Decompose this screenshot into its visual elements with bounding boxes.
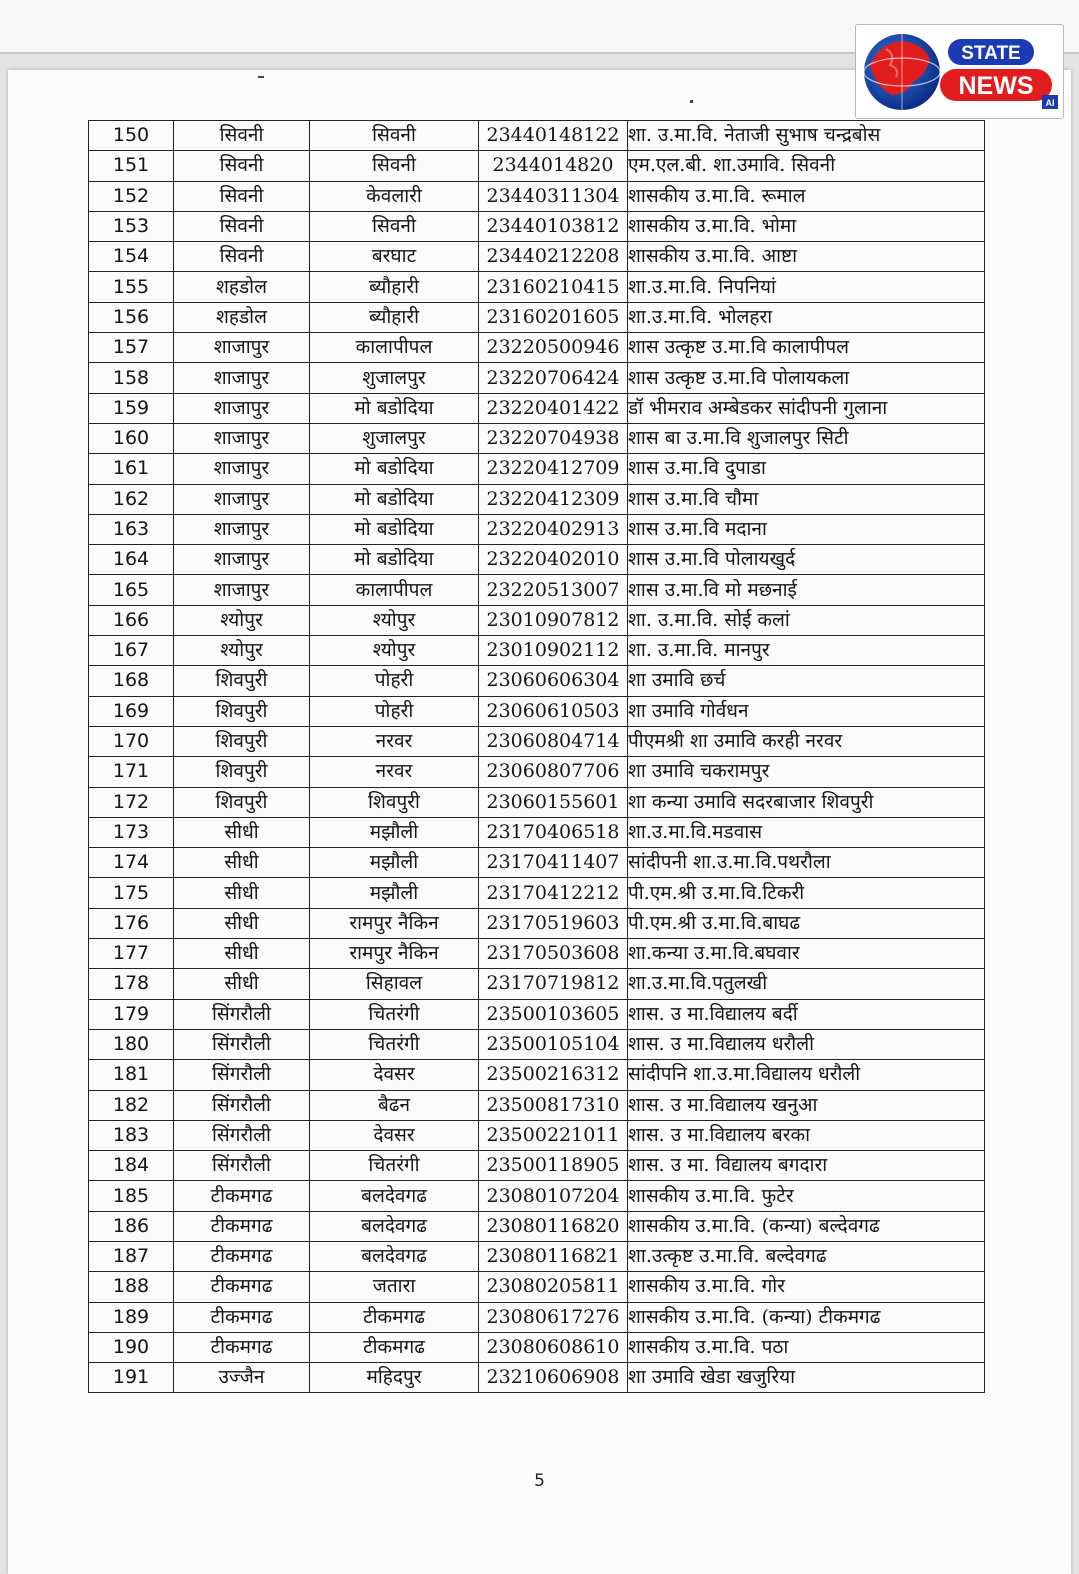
school-name-cell: शा.उ.मा.वि.पतुलखी (628, 969, 985, 999)
school-name-cell: पीएमश्री शा उमावि करही नरवर (628, 726, 985, 756)
district-cell: शाजापुर (174, 484, 310, 514)
school-name-cell: शास उ.मा.वि मदाना (628, 514, 985, 544)
district-cell: शाजापुर (174, 454, 310, 484)
block-cell: रामपुर नैकिन (310, 939, 479, 969)
district-cell: सिंगरौली (174, 1090, 310, 1120)
school-name-cell: शास. उ मा.विद्यालय बरका (628, 1120, 985, 1150)
school-code-cell: 23060606304 (479, 666, 628, 696)
school-name-cell: शा.उ.मा.वि.मडवास (628, 817, 985, 847)
district-cell: टीकमगढ (174, 1302, 310, 1332)
block-cell: सिवनी (310, 151, 479, 181)
school-name-cell: शास उत्कृष्ट उ.मा.वि कालापीपल (628, 333, 985, 363)
school-code-cell: 23500216312 (479, 1060, 628, 1090)
school-code-cell: 23170719812 (479, 969, 628, 999)
district-cell: टीकमगढ (174, 1332, 310, 1362)
block-cell: श्योपुर (310, 636, 479, 666)
school-name-cell: शासकीय उ.मा.वि. (कन्या) बल्देवगढ (628, 1211, 985, 1241)
district-cell: टीकमगढ (174, 1241, 310, 1271)
block-cell: श्योपुर (310, 605, 479, 635)
district-cell: सिवनी (174, 242, 310, 272)
serial-number-cell: 178 (89, 969, 174, 999)
school-name-cell: शासकीय उ.मा.वि. भोमा (628, 211, 985, 241)
serial-number-cell: 166 (89, 605, 174, 635)
district-cell: टीकमगढ (174, 1211, 310, 1241)
school-code-cell: 23220513007 (479, 575, 628, 605)
district-cell: शाजापुर (174, 423, 310, 453)
school-name-cell: शासकीय उ.मा.वि. रूमाल (628, 181, 985, 211)
serial-number-cell: 168 (89, 666, 174, 696)
district-cell: सीधी (174, 908, 310, 938)
school-code-cell: 23170406518 (479, 817, 628, 847)
table-row (89, 1302, 985, 1332)
logo-line1: STATE (961, 43, 1021, 64)
block-cell: बरघाट (310, 242, 479, 272)
serial-number-cell: 156 (89, 302, 174, 332)
serial-number-cell: 183 (89, 1120, 174, 1150)
school-name-cell: एम.एल.बी. शा.उमावि. सिवनी (628, 151, 985, 181)
district-cell: शहडोल (174, 302, 310, 332)
school-name-cell: शासकीय उ.मा.वि. (कन्या) टीकमगढ (628, 1302, 985, 1332)
block-cell: नरवर (310, 726, 479, 756)
school-name-cell: शा उमावि चकरामपुर (628, 757, 985, 787)
table-row (89, 848, 985, 878)
school-code-cell: 23500105104 (479, 1029, 628, 1059)
district-cell: सिंगरौली (174, 999, 310, 1029)
block-cell: सिवनी (310, 121, 479, 151)
table-row (89, 636, 985, 666)
school-code-cell: 23080617276 (479, 1302, 628, 1332)
school-name-cell: शासकीय उ.मा.वि. गोर (628, 1272, 985, 1302)
table-row (89, 757, 985, 787)
school-code-cell: 23060610503 (479, 696, 628, 726)
district-cell: सीधी (174, 817, 310, 847)
school-code-cell: 23170503608 (479, 939, 628, 969)
school-name-cell: शास उत्कृष्ट उ.मा.वि पोलायकला (628, 363, 985, 393)
serial-number-cell: 161 (89, 454, 174, 484)
table-row (89, 1029, 985, 1059)
district-cell: शाजापुर (174, 575, 310, 605)
block-cell: मझौली (310, 817, 479, 847)
scan-speck (690, 100, 693, 103)
school-code-cell: 23220706424 (479, 363, 628, 393)
table-row (89, 363, 985, 393)
school-name-cell: शा. उ.मा.वि. नेताजी सुभाष चन्द्रबोस (628, 121, 985, 151)
block-cell: नरवर (310, 757, 479, 787)
district-cell: सिवनी (174, 121, 310, 151)
table-row (89, 1090, 985, 1120)
school-code-cell: 23220412709 (479, 454, 628, 484)
school-code-cell: 23500221011 (479, 1120, 628, 1150)
table-row (89, 514, 985, 544)
serial-number-cell: 175 (89, 878, 174, 908)
school-code-cell: 23440311304 (479, 181, 628, 211)
school-name-cell: शास. उ मा.विद्यालय धरौली (628, 1029, 985, 1059)
school-code-cell: 2344014820 (479, 151, 628, 181)
school-code-cell: 23060804714 (479, 726, 628, 756)
school-name-cell: शा.उत्कृष्ट उ.मा.वि. बल्देवगढ (628, 1241, 985, 1271)
serial-number-cell: 182 (89, 1090, 174, 1120)
serial-number-cell: 186 (89, 1211, 174, 1241)
school-code-cell: 23220402010 (479, 545, 628, 575)
district-cell: शिवपुरी (174, 696, 310, 726)
school-code-cell: 23170519603 (479, 908, 628, 938)
table-row (89, 1211, 985, 1241)
district-cell: शिवपुरी (174, 666, 310, 696)
district-cell: शहडोल (174, 272, 310, 302)
serial-number-cell: 177 (89, 939, 174, 969)
table-row (89, 1151, 985, 1181)
serial-number-cell: 164 (89, 545, 174, 575)
district-cell: टीकमगढ (174, 1272, 310, 1302)
district-cell: शाजापुर (174, 545, 310, 575)
district-cell: सीधी (174, 878, 310, 908)
block-cell: जतारा (310, 1272, 479, 1302)
district-cell: श्योपुर (174, 605, 310, 635)
school-code-cell: 23060155601 (479, 787, 628, 817)
school-name-cell: शा. उ.मा.वि. सोई कलां (628, 605, 985, 635)
block-cell: बलदेवगढ (310, 1241, 479, 1271)
table-row (89, 999, 985, 1029)
serial-number-cell: 151 (89, 151, 174, 181)
serial-number-cell: 153 (89, 211, 174, 241)
district-cell: शिवपुरी (174, 787, 310, 817)
table-row (89, 1363, 985, 1393)
school-name-cell: डॉ भीमराव अम्बेडकर सांदीपनी गुलाना (628, 393, 985, 423)
school-code-cell: 23440148122 (479, 121, 628, 151)
block-cell: मो बडोदिया (310, 393, 479, 423)
school-name-cell: शास बा उ.मा.वि शुजालपुर सिटी (628, 423, 985, 453)
serial-number-cell: 159 (89, 393, 174, 423)
school-name-cell: सांदीपनी शा.उ.मा.वि.पथरौला (628, 848, 985, 878)
school-name-cell: शा.उ.मा.वि. भोलहरा (628, 302, 985, 332)
serial-number-cell: 190 (89, 1332, 174, 1362)
school-name-cell: शा.उ.मा.वि. निपनियां (628, 272, 985, 302)
logo-badge: AI (1045, 98, 1055, 108)
school-name-cell: पी.एम.श्री उ.मा.वि.बाघढ (628, 908, 985, 938)
school-name-cell: शास उ.मा.वि दुपाडा (628, 454, 985, 484)
block-cell: पोहरी (310, 666, 479, 696)
table-row (89, 605, 985, 635)
block-cell: महिदपुर (310, 1363, 479, 1393)
school-name-cell: शास उ.मा.वि चौमा (628, 484, 985, 514)
block-cell: सिवनी (310, 211, 479, 241)
serial-number-cell: 185 (89, 1181, 174, 1211)
serial-number-cell: 169 (89, 696, 174, 726)
serial-number-cell: 184 (89, 1151, 174, 1181)
school-code-cell: 23440103812 (479, 211, 628, 241)
block-cell: टीकमगढ (310, 1332, 479, 1362)
school-name-cell: शा उमावि खेडा खजुरिया (628, 1363, 985, 1393)
table-row (89, 878, 985, 908)
school-code-cell: 23500103605 (479, 999, 628, 1029)
serial-number-cell: 155 (89, 272, 174, 302)
table-row (89, 121, 985, 151)
serial-number-cell: 160 (89, 423, 174, 453)
district-cell: शाजापुर (174, 363, 310, 393)
table-row (89, 211, 985, 241)
table-row (89, 151, 985, 181)
block-cell: बैढन (310, 1090, 479, 1120)
block-cell: पोहरी (310, 696, 479, 726)
serial-number-cell: 162 (89, 484, 174, 514)
school-code-cell: 23010907812 (479, 605, 628, 635)
block-cell: मो बडोदिया (310, 454, 479, 484)
district-cell: उज्जैन (174, 1363, 310, 1393)
school-code-cell: 23440212208 (479, 242, 628, 272)
block-cell: देवसर (310, 1060, 479, 1090)
school-name-cell: शा उमावि छर्च (628, 666, 985, 696)
serial-number-cell: 163 (89, 514, 174, 544)
block-cell: टीकमगढ (310, 1302, 479, 1332)
logo-graphic (856, 25, 1063, 118)
school-name-cell: शा.कन्या उ.मा.वि.बघवार (628, 939, 985, 969)
school-code-cell: 23080116820 (479, 1211, 628, 1241)
block-cell: ब्यौहारी (310, 272, 479, 302)
district-cell: सिवनी (174, 211, 310, 241)
block-cell: चितरंगी (310, 1151, 479, 1181)
serial-number-cell: 176 (89, 908, 174, 938)
table-row (89, 484, 985, 514)
school-name-cell: शास. उ मा. विद्यालय बगदारा (628, 1151, 985, 1181)
district-cell: शाजापुर (174, 393, 310, 423)
block-cell: कालापीपल (310, 333, 479, 363)
block-cell: कालापीपल (310, 575, 479, 605)
school-name-cell: सांदीपनि शा.उ.मा.विद्यालय धरौली (628, 1060, 985, 1090)
table-row (89, 939, 985, 969)
table-row (89, 242, 985, 272)
table-row (89, 302, 985, 332)
table-row (89, 181, 985, 211)
school-code-cell: 23010902112 (479, 636, 628, 666)
school-name-cell: शासकीय उ.मा.वि. पठा (628, 1332, 985, 1362)
table-row (89, 423, 985, 453)
serial-number-cell: 174 (89, 848, 174, 878)
school-code-cell: 23160210415 (479, 272, 628, 302)
block-cell: मो बडोदिया (310, 545, 479, 575)
block-cell: मझौली (310, 848, 479, 878)
school-code-cell: 23220401422 (479, 393, 628, 423)
school-name-cell: पी.एम.श्री उ.मा.वि.टिकरी (628, 878, 985, 908)
school-name-cell: शा कन्या उमावि सदरबाजार शिवपुरी (628, 787, 985, 817)
serial-number-cell: 188 (89, 1272, 174, 1302)
block-cell: चितरंगी (310, 1029, 479, 1059)
block-cell: देवसर (310, 1120, 479, 1150)
school-code-cell: 23210606908 (479, 1363, 628, 1393)
school-code-cell: 23500817310 (479, 1090, 628, 1120)
district-cell: शिवपुरी (174, 726, 310, 756)
block-cell: मो बडोदिया (310, 514, 479, 544)
state-news-logo (855, 24, 1064, 119)
table-row (89, 696, 985, 726)
district-cell: शाजापुर (174, 514, 310, 544)
school-code-cell: 23170411407 (479, 848, 628, 878)
district-cell: सिवनी (174, 151, 310, 181)
district-cell: सिंगरौली (174, 1120, 310, 1150)
table-row (89, 545, 985, 575)
serial-number-cell: 152 (89, 181, 174, 211)
table-row (89, 1241, 985, 1271)
serial-number-cell: 181 (89, 1060, 174, 1090)
school-name-cell: शा उमावि गोर्वधन (628, 696, 985, 726)
serial-number-cell: 180 (89, 1029, 174, 1059)
table-row (89, 726, 985, 756)
table-row (89, 575, 985, 605)
table-row (89, 787, 985, 817)
serial-number-cell: 165 (89, 575, 174, 605)
district-cell: टीकमगढ (174, 1181, 310, 1211)
table-row (89, 817, 985, 847)
table-row (89, 1272, 985, 1302)
school-name-cell: शास. उ मा.विद्यालय बर्दी (628, 999, 985, 1029)
serial-number-cell: 150 (89, 121, 174, 151)
school-name-cell: शासकीय उ.मा.वि. फुटेर (628, 1181, 985, 1211)
block-cell: बलदेवगढ (310, 1181, 479, 1211)
block-cell: मो बडोदिया (310, 484, 479, 514)
block-cell: शिवपुरी (310, 787, 479, 817)
district-cell: शाजापुर (174, 333, 310, 363)
table-row (89, 969, 985, 999)
table-row (89, 666, 985, 696)
table-row (89, 393, 985, 423)
table-row (89, 1181, 985, 1211)
school-code-cell: 23500118905 (479, 1151, 628, 1181)
district-cell: श्योपुर (174, 636, 310, 666)
district-cell: सीधी (174, 969, 310, 999)
school-name-cell: शास उ.मा.वि मो मछनाई (628, 575, 985, 605)
school-code-cell: 23080116821 (479, 1241, 628, 1271)
serial-number-cell: 167 (89, 636, 174, 666)
school-code-cell: 23080107204 (479, 1181, 628, 1211)
block-cell: मझौली (310, 878, 479, 908)
school-name-cell: शा. उ.मा.वि. मानपुर (628, 636, 985, 666)
table-row (89, 1120, 985, 1150)
table-row (89, 272, 985, 302)
school-code-cell: 23060807706 (479, 757, 628, 787)
serial-number-cell: 189 (89, 1302, 174, 1332)
serial-number-cell: 158 (89, 363, 174, 393)
school-code-cell: 23220402913 (479, 514, 628, 544)
scan-speck (258, 76, 264, 78)
block-cell: ब्यौहारी (310, 302, 479, 332)
district-cell: सीधी (174, 939, 310, 969)
block-cell: बलदेवगढ (310, 1211, 479, 1241)
district-cell: सिंगरौली (174, 1029, 310, 1059)
serial-number-cell: 154 (89, 242, 174, 272)
school-code-cell: 23220704938 (479, 423, 628, 453)
block-cell: शुजालपुर (310, 423, 479, 453)
block-cell: सिहावल (310, 969, 479, 999)
school-code-cell: 23170412212 (479, 878, 628, 908)
serial-number-cell: 179 (89, 999, 174, 1029)
school-name-cell: शासकीय उ.मा.वि. आष्टा (628, 242, 985, 272)
block-cell: रामपुर नैकिन (310, 908, 479, 938)
table-row (89, 1060, 985, 1090)
serial-number-cell: 157 (89, 333, 174, 363)
school-list-table (88, 120, 985, 1393)
serial-number-cell: 191 (89, 1363, 174, 1393)
school-code-cell: 23220500946 (479, 333, 628, 363)
district-cell: शिवपुरी (174, 757, 310, 787)
block-cell: केवलारी (310, 181, 479, 211)
serial-number-cell: 170 (89, 726, 174, 756)
school-list-body (89, 121, 985, 1393)
school-name-cell: शास उ.मा.वि पोलायखुर्द (628, 545, 985, 575)
table-row (89, 1332, 985, 1362)
school-name-cell: शास. उ मा.विद्यालय खनुआ (628, 1090, 985, 1120)
table-row (89, 333, 985, 363)
district-cell: सिंगरौली (174, 1151, 310, 1181)
block-cell: शुजालपुर (310, 363, 479, 393)
district-cell: सिंगरौली (174, 1060, 310, 1090)
district-cell: सिवनी (174, 181, 310, 211)
serial-number-cell: 172 (89, 787, 174, 817)
logo-line2: NEWS (958, 72, 1034, 100)
school-code-cell: 23080205811 (479, 1272, 628, 1302)
serial-number-cell: 171 (89, 757, 174, 787)
school-code-cell: 23080608610 (479, 1332, 628, 1362)
table-row (89, 454, 985, 484)
serial-number-cell: 173 (89, 817, 174, 847)
block-cell: चितरंगी (310, 999, 479, 1029)
page-number: 5 (534, 1471, 545, 1491)
table-row (89, 908, 985, 938)
district-cell: सीधी (174, 848, 310, 878)
school-code-cell: 23160201605 (479, 302, 628, 332)
school-code-cell: 23220412309 (479, 484, 628, 514)
serial-number-cell: 187 (89, 1241, 174, 1271)
